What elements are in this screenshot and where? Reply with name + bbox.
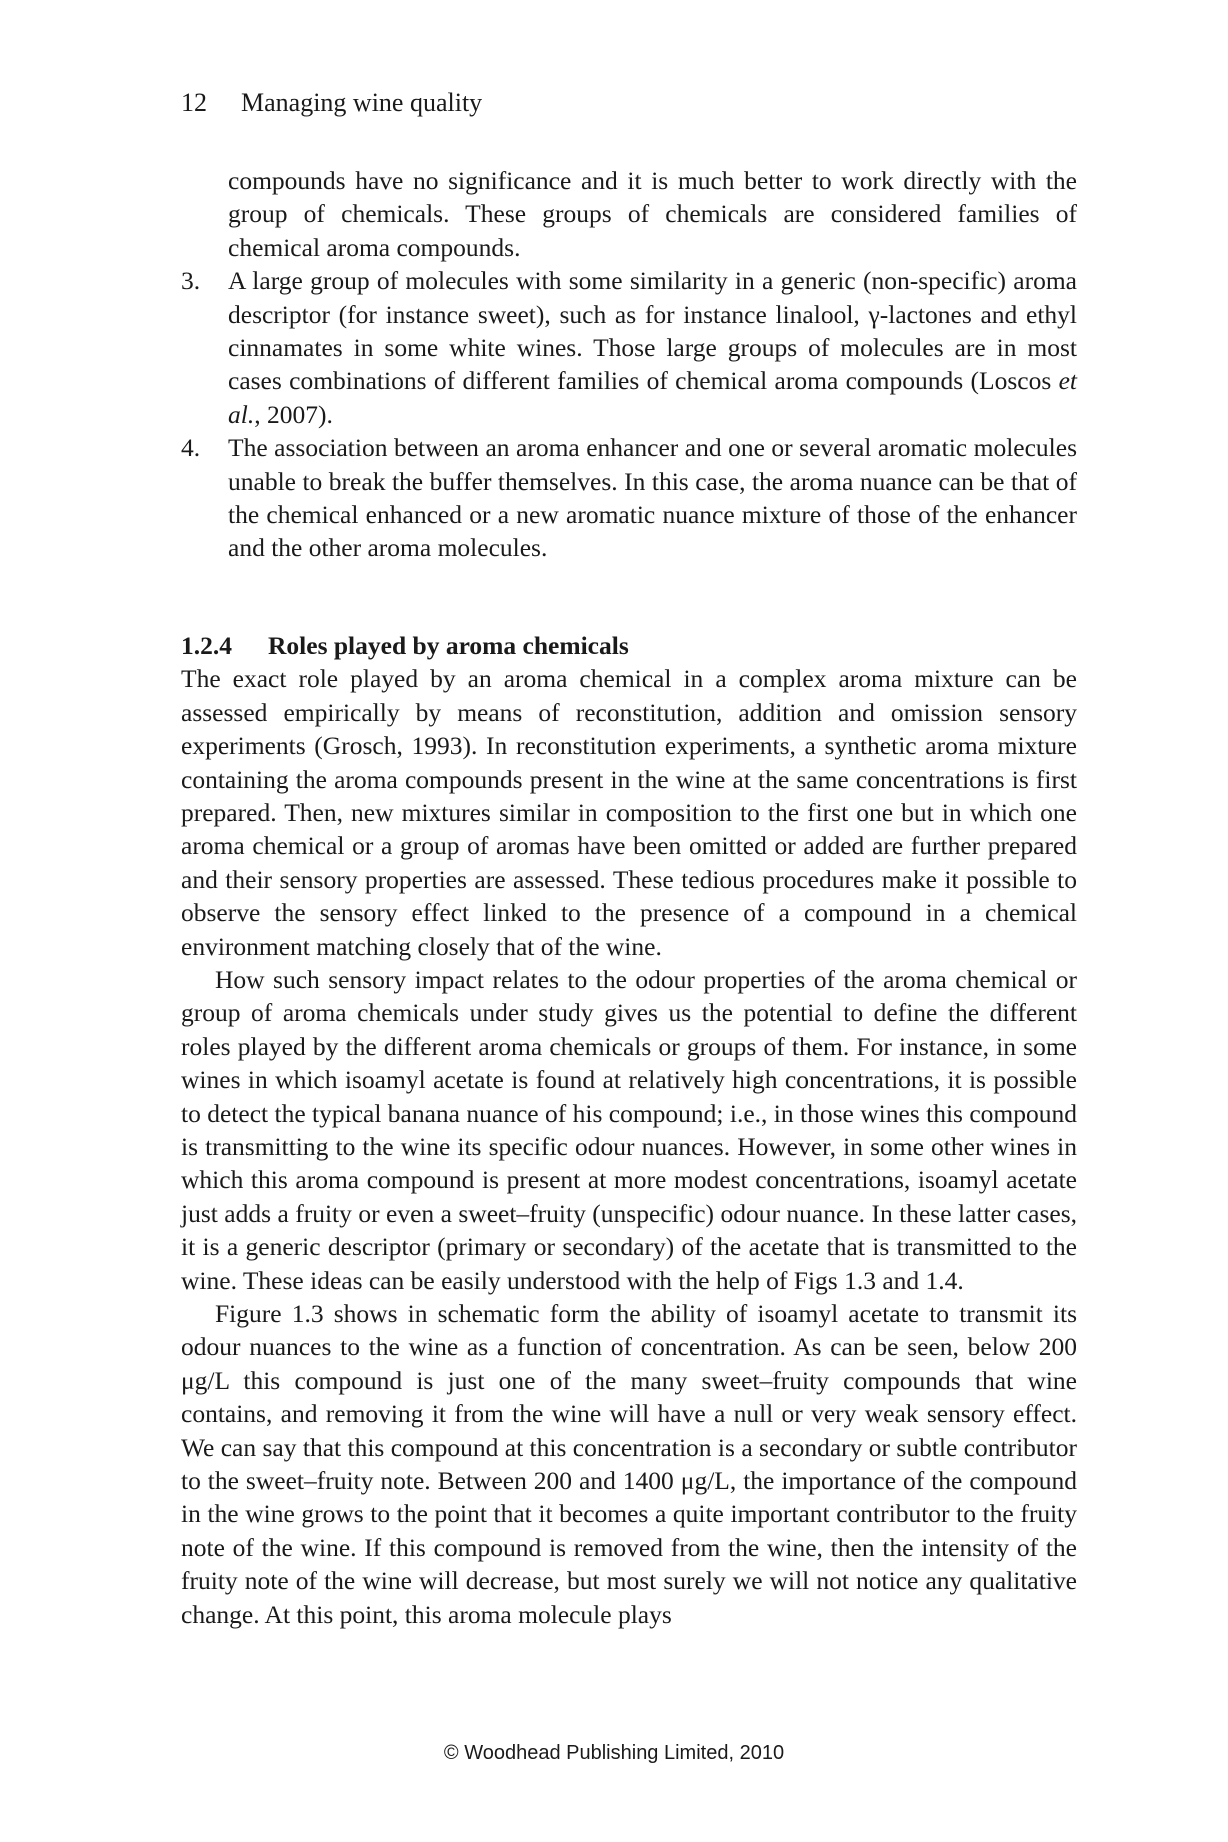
list-item	[181, 431, 1077, 565]
page-body	[181, 164, 1077, 1631]
list-item-text-part: , 2007).	[254, 399, 333, 429]
numbered-list	[181, 264, 1077, 565]
list-item-text-part: A large group of molecules with some similarity in a generic (non-specific) aroma descriptor (for instance sweet), such as for instance linalool, γ-lactones and ethyl cinnamates in some white wines. Those large groups of molecules are in most cases combinations of different families of chemical aroma compounds (Loscos	[228, 266, 1077, 396]
body-paragraph: Figure 1.3 shows in schematic form the ability of isoamyl acetate to transmit its odour nuances to the wine as a function of concentration. As can be seen, below 200 μg/L this compound is just one of the many sweet–fruity compounds that wine contains, and removing it from the wine will have a null or very weak sensory effect. We can say that this compound at this concentration is a secondary or subtle contributor to the sweet–fruity note. Between 200 and 1400 μg/L, the importance of the compound in the wine grows to the point that it becomes a quite important contributor to the fruity note of the wine. If this compound is removed from the wine, then the intensity of the fruity note of the wine will decrease, but most surely we will not notice any qualitative change. At this point, this aroma molecule plays	[181, 1299, 1077, 1629]
list-item-text	[228, 264, 1077, 431]
list-item-number: 4.	[181, 433, 201, 463]
continued-list-paragraph: compounds have no significance and it is much better to work directly with the group of chemicals. These groups of chemicals are considered families of chemical aroma compounds.	[228, 166, 1077, 262]
running-head	[181, 88, 482, 118]
list-item	[181, 264, 1077, 431]
copyright-footer: © Woodhead Publishing Limited, 2010	[443, 1742, 785, 1764]
page-number: 12	[181, 88, 207, 117]
citation-italic: et al.	[228, 366, 1077, 429]
section-title: Roles played by aroma chemicals	[268, 630, 629, 660]
running-title: Managing wine quality	[241, 88, 483, 117]
body-paragraph: How such sensory impact relates to the odour properties of the aroma chemical or group of aroma chemicals under study gives us the potential to define the different roles played by the different aroma chemicals or groups of them. For instance, in some wines in which isoamyl acetate is found at relatively high concentrations, it is possible to detect the typical banana nuance of his compound; i.e., in those wines this compound is transmitting to the wine its specific odour nuances. However, in some other wines in which this aroma compound is present at more modest concentrations, isoamyl acetate just adds a fruity or even a sweet–fruity (unspecific) odour nuance. In these latter cases, it is a generic descriptor (primary or secondary) of the acetate that is transmitted to the wine. These ideas can be easily understood with the help of Figs 1.3 and 1.4.	[181, 964, 1077, 1295]
section-number: 1.2.4	[181, 630, 232, 660]
section-heading	[181, 629, 1077, 662]
list-item-text: The association between an aroma enhancer and one or several aromatic molecules unable to break the buffer themselves. In this case, the aroma nuance can be that of the chemical enhanced or a new aromatic nuance mixture of those of the enhancer and the other aroma molecules.	[228, 433, 1077, 563]
body-paragraph: The exact role played by an aroma chemical in a complex aroma mixture can be assessed empirically by means of reconstitution, addition and omission sensory experiments (Grosch, 1993). In reconstitution experiments, a synthetic aroma mixture containing the aroma compounds present in the wine at the same concentrations is first prepared. Then, new mixtures similar in composition to the first one but in which one aroma chemical or a group of aromas have been omitted or added are further prepared and their sensory properties are assessed. These tedious procedures make it possible to observe the sensory effect linked to the presence of a compound in a chemical environment matching closely that of the wine.	[181, 664, 1077, 961]
list-item-number: 3.	[181, 266, 201, 296]
